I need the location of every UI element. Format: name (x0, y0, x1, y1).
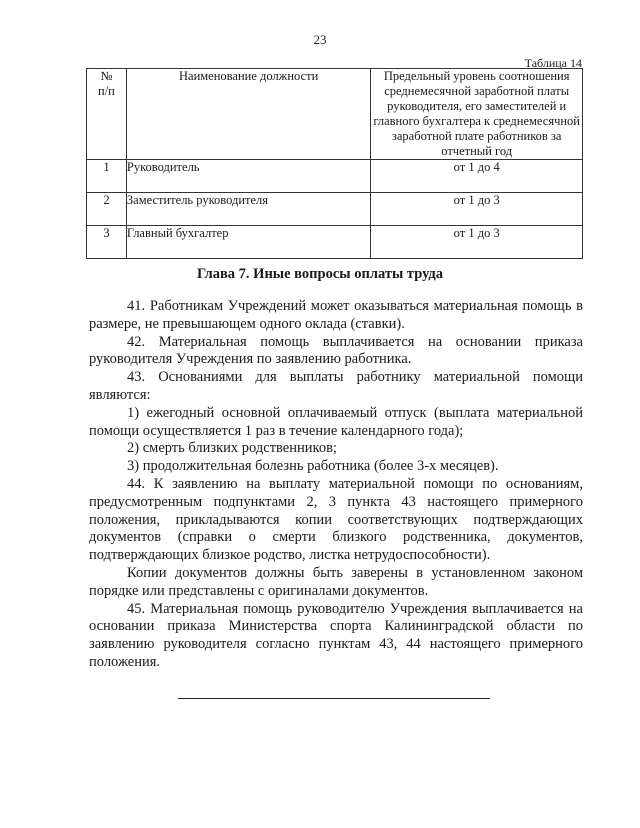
paragraph-41: 41. Работникам Учреждений может оказываться материальная помощь в размере, не превышающем одного оклада (ставки). (89, 298, 583, 332)
salary-ratio-table (86, 68, 583, 259)
table-row (87, 193, 583, 226)
row-ratio: от 1 до 3 (371, 226, 583, 259)
header-number (87, 69, 127, 160)
table-row (87, 226, 583, 259)
row-position: Руководитель (126, 160, 370, 193)
body-text (89, 298, 583, 672)
table-caption: Таблица 14 (524, 56, 582, 70)
table-header-row (87, 69, 583, 160)
end-divider (178, 698, 490, 699)
row-number: 2 (87, 193, 127, 226)
chapter-heading: Глава 7. Иные вопросы оплаты труда (196, 266, 443, 282)
paragraph-43-item-1: 1) ежегодный основной оплачиваемый отпуск (выплата материальной помощи осуществляется 1 раз в течение календарного года); (89, 404, 583, 439)
row-ratio: от 1 до 4 (371, 160, 583, 193)
row-position: Главный бухгалтер (126, 226, 370, 259)
paragraph-45: 45. Материальная помощь руководителю Учреждения выплачивается на основании приказа Министерства спорта Калининградской области по заявлению руководителя согласно пунктам 43, 44 настоящего примерного положения. (89, 600, 583, 670)
paragraph-copies: Копии документов должны быть заверены в установленном законом порядке или представлены с оригиналами документов. (89, 564, 583, 599)
paragraph-43-item-3: 3) продолжительная болезнь работника (более 3-х месяцев). (127, 458, 499, 475)
header-number-line1: № (100, 69, 113, 83)
header-ratio-limit: Предельный уровень соотношения среднемесячной заработной платы руководителя, его заместителей и главного бухгалтера к среднемесячной заработной плате работников за отчетный год (371, 69, 583, 160)
paragraph-44: 44. К заявлению на выплату материальной помощи по основаниям, предусмотренным подпунктами 2, 3 пункта 43 настоящего примерного положения, прикладываются копии соответствующих подтверждающих документов (справки о смерти близкого родственника, документов, подтверждающих близкое родство, листка нетрудоспособности). (89, 475, 583, 564)
row-position: Заместитель руководителя (126, 193, 370, 226)
table-row (87, 160, 583, 193)
row-number: 1 (87, 160, 127, 193)
paragraph-43-item-2: 2) смерть близких родственников; (127, 440, 337, 457)
row-number: 3 (87, 226, 127, 259)
paragraph-42: 42. Материальная помощь выплачивается на основании приказа руководителя Учреждения по заявлению работника. (89, 333, 583, 368)
header-position-name: Наименование должности (126, 69, 370, 160)
header-number-line2: п/п (98, 84, 115, 98)
row-ratio: от 1 до 3 (371, 193, 583, 226)
paragraph-43: 43. Основаниями для выплаты работнику материальной помощи являются: (89, 369, 583, 403)
page-number: 23 (313, 32, 327, 47)
